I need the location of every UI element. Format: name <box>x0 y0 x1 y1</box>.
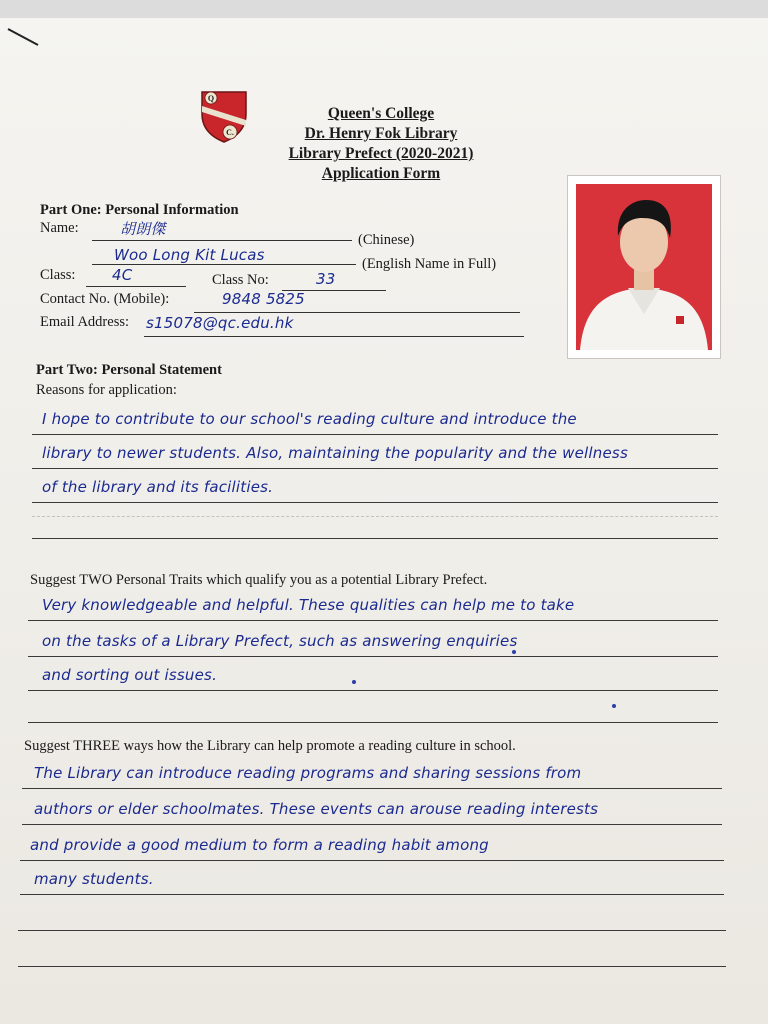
chinese-name-line <box>92 240 352 241</box>
school-name: Queen's College <box>327 105 435 122</box>
applicant-photo-frame <box>568 176 720 358</box>
form-header <box>268 104 494 184</box>
scan-top-edge <box>0 0 768 18</box>
ways-rule-1 <box>22 788 722 789</box>
crest-letter-bottom: C. <box>226 128 234 137</box>
reasons-rule-2 <box>32 468 718 469</box>
class-value: 4C <box>112 266 133 284</box>
ink-dot <box>352 680 356 684</box>
class-no-label: Class No: <box>212 272 269 288</box>
chinese-name-value: 胡朗傑 <box>120 220 166 238</box>
reasons-rule-1 <box>32 434 718 435</box>
traits-rule-1 <box>28 620 718 621</box>
ways-line-4: many students. <box>34 870 154 888</box>
email-label: Email Address: <box>40 314 130 330</box>
traits-rule-4 <box>28 722 718 723</box>
traits-line-2: on the tasks of a Library Prefect, such as answering enquiries <box>42 632 518 650</box>
applicant-photo <box>576 184 712 350</box>
english-name-value: Woo Long Kit Lucas <box>114 246 265 264</box>
traits-prompt: Suggest TWO Personal Traits which qualify you as a potential Library Prefect. <box>30 572 488 588</box>
name-label: Name: <box>40 220 79 236</box>
class-label: Class: <box>40 267 76 283</box>
traits-rule-3 <box>28 690 718 691</box>
traits-line-1: Very knowledgeable and helpful. These qualities can help me to take <box>42 596 575 614</box>
english-label: (English Name in Full) <box>362 256 497 272</box>
prefect-title: Library Prefect (2020-2021) <box>288 145 474 162</box>
ways-rule-6 <box>18 966 726 967</box>
contact-line <box>194 312 520 313</box>
ways-rule-5 <box>18 930 726 931</box>
contact-value: 9848 5825 <box>222 290 305 308</box>
part-one-heading: Part One: Personal Information <box>40 202 239 218</box>
ways-rule-3 <box>20 860 724 861</box>
library-name: Dr. Henry Fok Library <box>304 125 458 142</box>
ways-line-3: and provide a good medium to form a reading habit among <box>30 836 489 854</box>
email-line <box>144 336 524 337</box>
reasons-line-1: I hope to contribute to our school's reading culture and introduce the <box>42 410 577 428</box>
english-name-line <box>92 264 356 265</box>
class-line <box>86 286 186 287</box>
reasons-rule-4 <box>32 538 718 539</box>
reasons-line-2: library to newer students. Also, maintaining the popularity and the wellness <box>42 444 628 462</box>
email-value: s15078@qc.edu.hk <box>146 314 294 332</box>
ways-line-1: The Library can introduce reading programs and sharing sessions from <box>34 764 582 782</box>
part-two-heading: Part Two: Personal Statement <box>36 362 222 378</box>
bleed-through-rule <box>32 516 718 517</box>
reasons-label: Reasons for application: <box>36 382 177 398</box>
ink-dot <box>612 704 616 708</box>
reasons-line-3: of the library and its facilities. <box>42 478 274 496</box>
reasons-rule-3 <box>32 502 718 503</box>
crest-letter-top: Q <box>207 94 215 103</box>
ways-rule-4 <box>20 894 724 895</box>
ways-prompt: Suggest THREE ways how the Library can help promote a reading culture in school. <box>24 738 516 754</box>
traits-rule-2 <box>28 656 718 657</box>
ways-line-2: authors or elder schoolmates. These events can arouse reading interests <box>34 800 599 818</box>
chinese-label: (Chinese) <box>358 232 415 248</box>
pen-mark <box>8 28 39 46</box>
school-crest-icon <box>196 88 252 144</box>
ways-rule-2 <box>22 824 722 825</box>
form-title: Application Form <box>321 165 441 182</box>
ink-dot <box>512 650 516 654</box>
traits-line-3: and sorting out issues. <box>42 666 218 684</box>
contact-label: Contact No. (Mobile): <box>40 291 170 307</box>
class-no-value: 33 <box>316 270 336 288</box>
